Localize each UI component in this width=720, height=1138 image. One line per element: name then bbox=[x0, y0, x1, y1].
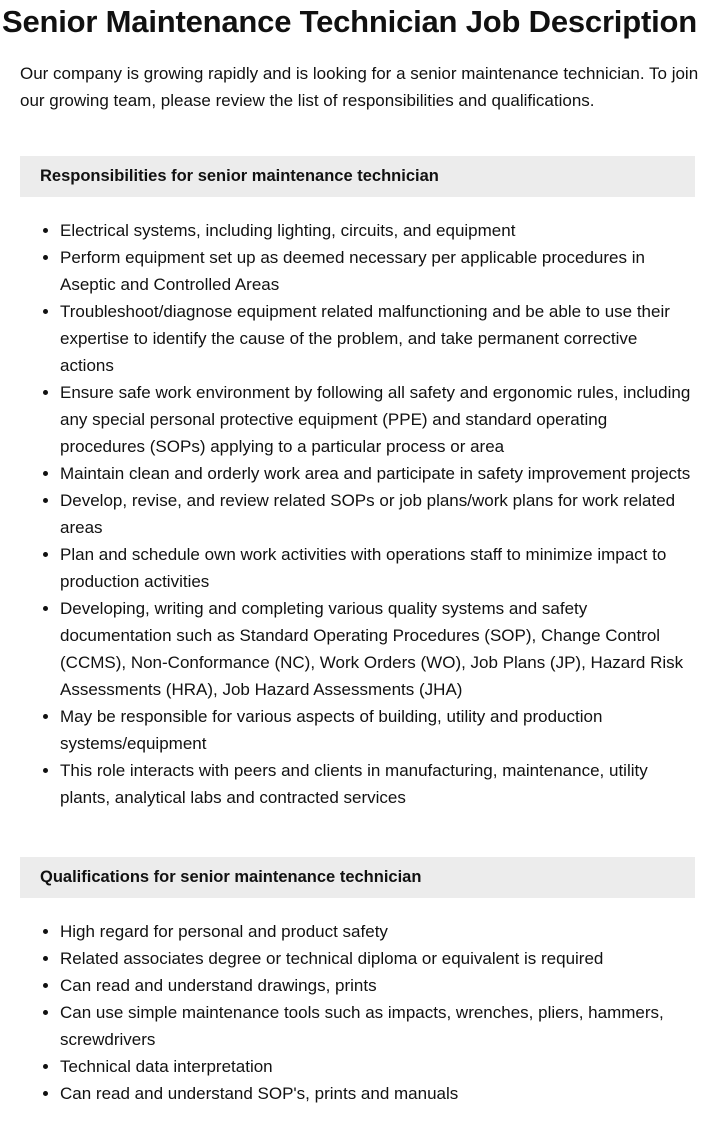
list-item: • Develop, revise, and review related SOPs or job plans/work plans for work related areas bbox=[60, 487, 695, 541]
qualifications-heading: Qualifications for senior maintenance technician bbox=[20, 857, 695, 898]
intro-paragraph: Our company is growing rapidly and is looking for a senior maintenance technician. To join our growing team, please review the list of responsibilities and qualifications. bbox=[20, 64, 699, 110]
list-item: • Plan and schedule own work activities with operations staff to minimize impact to production activities bbox=[60, 541, 695, 595]
list-item: • Maintain clean and orderly work area and participate in safety improvement projects bbox=[60, 460, 695, 487]
list-item: • Can use simple maintenance tools such as impacts, wrenches, pliers, hammers, screwdrivers bbox=[60, 999, 695, 1053]
list-item: • High regard for personal and product safety bbox=[60, 918, 695, 945]
list-item: • Ensure safe work environment by following all safety and ergonomic rules, including any special personal protective equipment (PPE) and standard operating procedures (SOPs) applying to a particular process or area bbox=[60, 379, 695, 460]
list-item: • Technical data interpretation bbox=[60, 1053, 695, 1080]
list-item: • May be responsible for various aspects of building, utility and production systems/equipment bbox=[60, 703, 695, 757]
responsibilities-heading: Responsibilities for senior maintenance technician bbox=[20, 156, 695, 197]
list-item: • Can read and understand SOP's, prints and manuals bbox=[60, 1080, 695, 1107]
list-item: • Related associates degree or technical diploma or equivalent is required bbox=[60, 945, 695, 972]
qualifications-list bbox=[20, 918, 695, 1107]
page-title: Senior Maintenance Technician Job Description bbox=[2, 4, 697, 39]
list-item: • Troubleshoot/diagnose equipment related malfunctioning and be able to use their expertise to identify the cause of the problem, and take permanent corrective actions bbox=[60, 298, 695, 379]
list-item: • This role interacts with peers and clients in manufacturing, maintenance, utility plants, analytical labs and contracted services bbox=[60, 757, 695, 811]
list-item: • Can read and understand drawings, prints bbox=[60, 972, 695, 999]
responsibilities-list bbox=[20, 217, 695, 811]
list-item: • Developing, writing and completing various quality systems and safety documentation such as Standard Operating Procedures (SOP), Change Control (CCMS), Non-Conformance (NC), Work Orders (WO), Job Plans (JP), Hazard Risk Assessments (HRA), Job Hazard Assessments (JHA) bbox=[60, 595, 695, 703]
list-item: • Electrical systems, including lighting, circuits, and equipment bbox=[60, 217, 695, 244]
list-item: • Perform equipment set up as deemed necessary per applicable procedures in Aseptic and Controlled Areas bbox=[60, 244, 695, 298]
